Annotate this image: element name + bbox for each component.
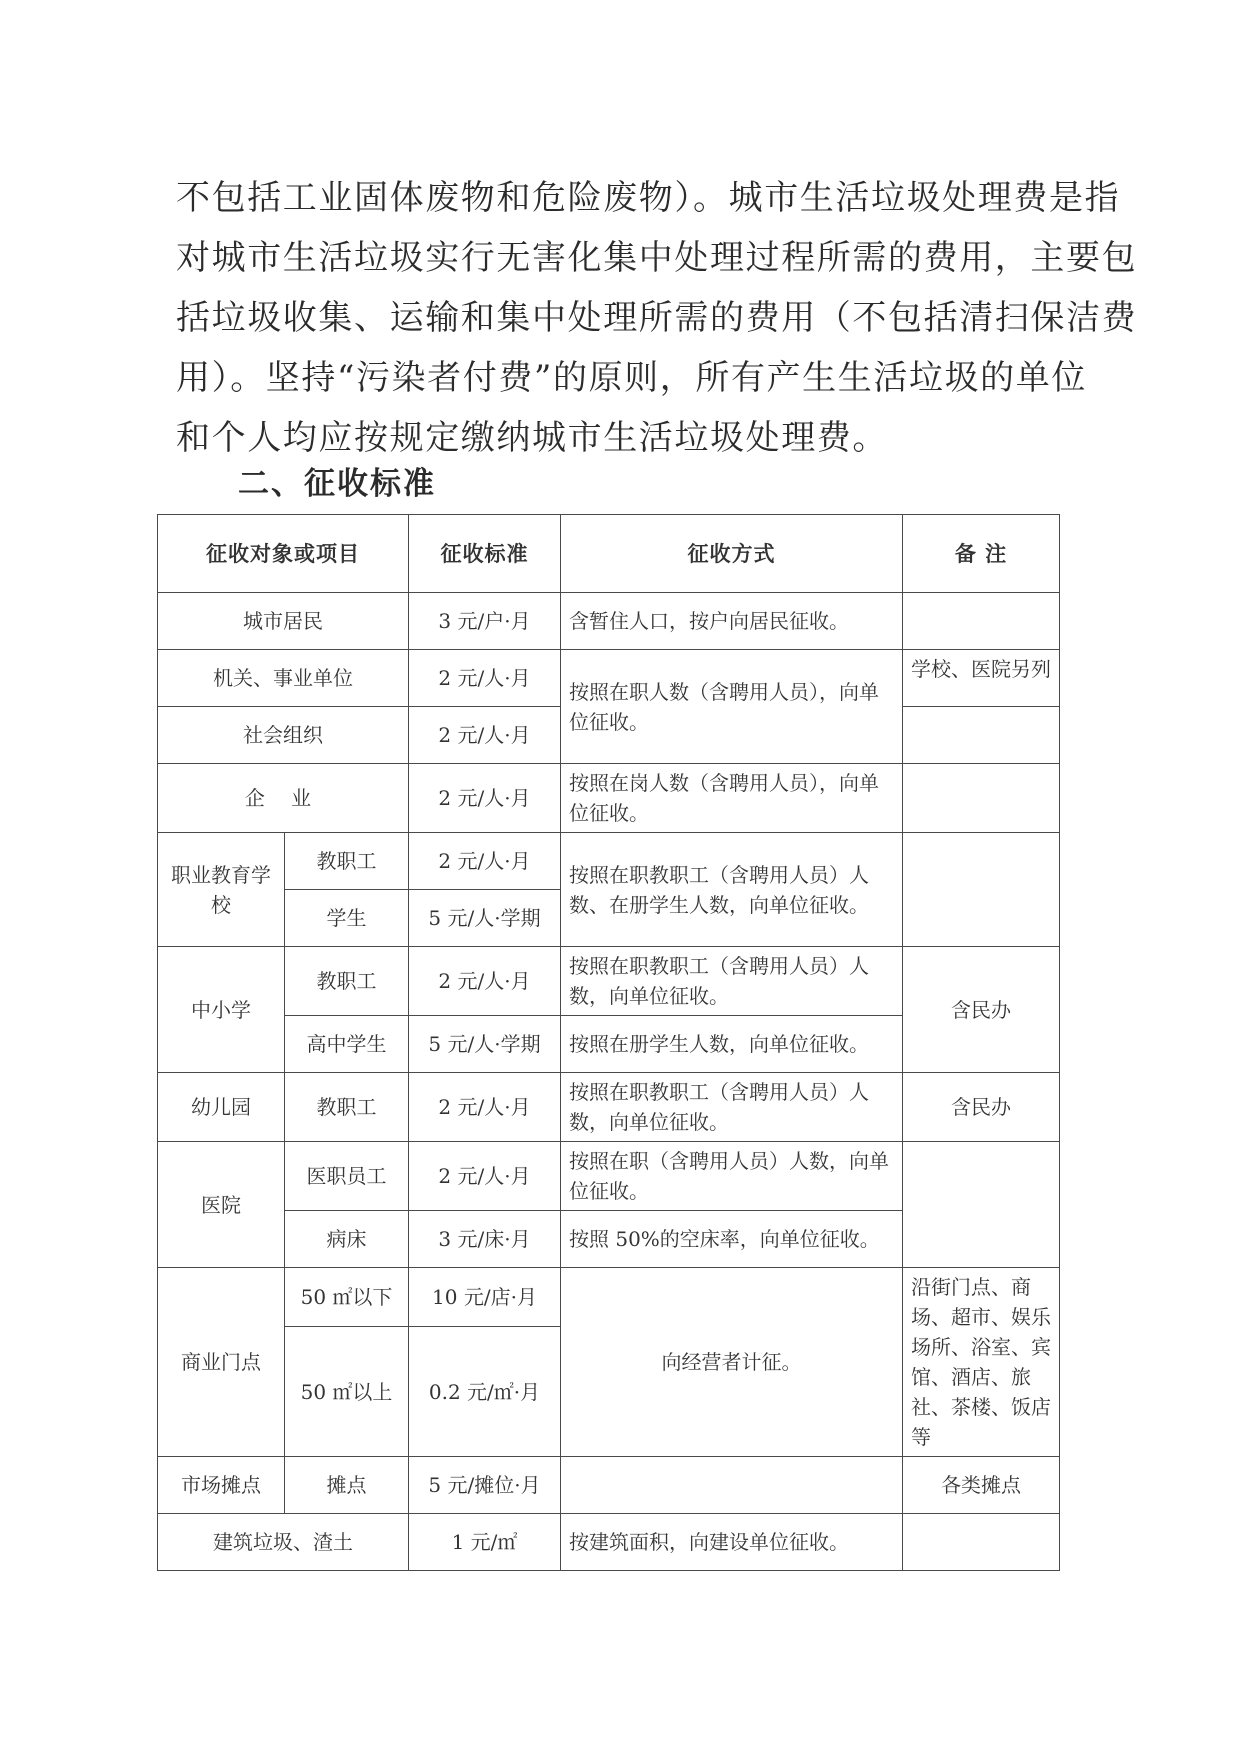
sub-object-cell: 摊点 <box>285 1457 409 1514</box>
paragraph-line: 对城市生活垃圾实行无害化集中处理过程所需的费用，主要包 <box>176 238 1138 278</box>
object-cell: 建筑垃圾、渣土 <box>158 1514 409 1571</box>
method-cell: 按照 50%的空床率，向单位征收。 <box>561 1211 903 1268</box>
remark-cell <box>903 764 1060 833</box>
remark-cell <box>903 1514 1060 1571</box>
standard-cell: 1 元/㎡ <box>409 1514 561 1571</box>
standard-cell: 2 元/人·月 <box>409 650 561 707</box>
remark-cell <box>903 1142 1060 1268</box>
object-cell: 社会组织 <box>158 707 409 764</box>
remark-cell: 含民办 <box>903 947 1060 1073</box>
standard-cell: 2 元/人·月 <box>409 707 561 764</box>
header-remark: 备 注 <box>903 515 1060 593</box>
table-header-row <box>158 515 1060 593</box>
method-cell: 按照在岗人数（含聘用人员），向单位征收。 <box>561 764 903 833</box>
standard-cell: 2 元/人·月 <box>409 833 561 890</box>
header-method: 征收方式 <box>561 515 903 593</box>
remark-cell <box>903 833 1060 947</box>
remark-cell <box>903 593 1060 650</box>
standard-cell: 0.2 元/㎡·月 <box>409 1327 561 1457</box>
paragraph-line: 和个人均应按规定缴纳城市生活垃圾处理费。 <box>176 418 888 458</box>
table-row <box>158 1514 1060 1571</box>
table-row <box>158 947 1060 1016</box>
sub-object-cell: 教职工 <box>285 1073 409 1142</box>
method-cell: 向经营者计征。 <box>561 1268 903 1457</box>
object-cell: 机关、事业单位 <box>158 650 409 707</box>
sub-object-cell: 教职工 <box>285 833 409 890</box>
paragraph-line: 不包括工业固体废物和危险废物）。城市生活垃圾处理费是指 <box>176 178 1121 218</box>
section-heading: 二、征收标准 <box>238 466 436 502</box>
remark-cell: 沿街门点、商场、超市、娱乐场所、浴室、宾馆、酒店、旅社、茶楼、饭店等 <box>903 1268 1060 1457</box>
standard-cell: 2 元/人·月 <box>409 1142 561 1211</box>
standard-cell: 5 元/人·学期 <box>409 1016 561 1073</box>
object-cell: 市场摊点 <box>158 1457 285 1514</box>
method-cell: 按照在职教职工（含聘用人员）人数、在册学生人数，向单位征收。 <box>561 833 903 947</box>
standard-cell: 5 元/摊位·月 <box>409 1457 561 1514</box>
intro-paragraph <box>176 168 1138 468</box>
sub-object-cell: 医职员工 <box>285 1142 409 1211</box>
object-cell: 中小学 <box>158 947 285 1073</box>
sub-object-cell: 高中学生 <box>285 1016 409 1073</box>
standard-cell: 2 元/人·月 <box>409 947 561 1016</box>
object-cell: 幼儿园 <box>158 1073 285 1142</box>
header-object: 征收对象或项目 <box>158 515 409 593</box>
sub-object-cell: 学生 <box>285 890 409 947</box>
remark-cell <box>903 707 1060 764</box>
sub-object-cell: 50 ㎡以下 <box>285 1268 409 1327</box>
remark-cell: 学校、医院另列 <box>903 650 1060 707</box>
standard-cell: 10 元/店·月 <box>409 1268 561 1327</box>
table-row <box>158 833 1060 890</box>
remark-cell: 各类摊点 <box>903 1457 1060 1514</box>
method-cell: 按照在册学生人数，向单位征收。 <box>561 1016 903 1073</box>
method-cell: 按照在职（含聘用人员）人数，向单位征收。 <box>561 1142 903 1211</box>
standard-cell: 3 元/床·月 <box>409 1211 561 1268</box>
paragraph-line: 用）。坚持“污染者付费”的原则，所有产生生活垃圾的单位 <box>176 358 1087 398</box>
standard-cell: 5 元/人·学期 <box>409 890 561 947</box>
fee-standard-table <box>157 514 1060 1571</box>
standard-cell: 3 元/户·月 <box>409 593 561 650</box>
method-cell <box>561 1457 903 1514</box>
object-cell: 医院 <box>158 1142 285 1268</box>
header-standard: 征收标准 <box>409 515 561 593</box>
table-row <box>158 593 1060 650</box>
sub-object-cell: 50 ㎡以上 <box>285 1327 409 1457</box>
remark-cell: 含民办 <box>903 1073 1060 1142</box>
table-row <box>158 650 1060 707</box>
table-row <box>158 1268 1060 1327</box>
table-row <box>158 1457 1060 1514</box>
object-cell: 企 业 <box>158 764 409 833</box>
paragraph-line: 括垃圾收集、运输和集中处理所需的费用（不包括清扫保洁费 <box>176 298 1138 338</box>
table-row <box>158 1073 1060 1142</box>
table-row <box>158 1142 1060 1211</box>
object-cell: 职业教育学校 <box>158 833 285 947</box>
standard-cell: 2 元/人·月 <box>409 764 561 833</box>
object-cell: 商业门点 <box>158 1268 285 1457</box>
method-cell: 按照在职人数（含聘用人员），向单位征收。 <box>561 650 903 764</box>
object-cell: 城市居民 <box>158 593 409 650</box>
sub-object-cell: 教职工 <box>285 947 409 1016</box>
method-cell: 含暂住人口，按户向居民征收。 <box>561 593 903 650</box>
method-cell: 按建筑面积，向建设单位征收。 <box>561 1514 903 1571</box>
sub-object-cell: 病床 <box>285 1211 409 1268</box>
method-cell: 按照在职教职工（含聘用人员）人数，向单位征收。 <box>561 947 903 1016</box>
method-cell: 按照在职教职工（含聘用人员）人数，向单位征收。 <box>561 1073 903 1142</box>
standard-cell: 2 元/人·月 <box>409 1073 561 1142</box>
table-row <box>158 764 1060 833</box>
